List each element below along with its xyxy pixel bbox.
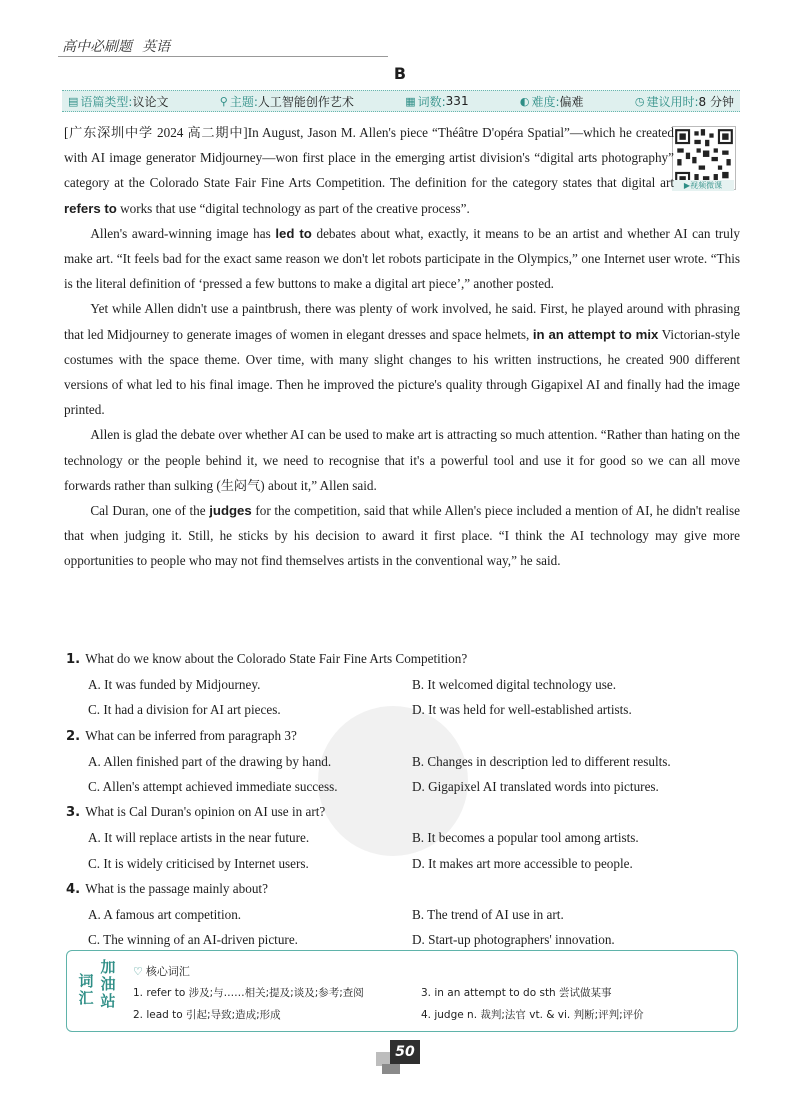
- option[interactable]: D. It makes art more accessible to people.: [412, 855, 633, 871]
- option[interactable]: A. It was funded by Midjourney.: [88, 677, 261, 693]
- question-4: [66, 876, 746, 902]
- option[interactable]: C. It had a division for AI art pieces.: [88, 702, 281, 718]
- option[interactable]: A. A famous art competition.: [88, 907, 242, 923]
- option[interactable]: D. It was held for well-established artists.: [412, 702, 632, 718]
- info-time: [635, 93, 734, 110]
- passage-info-bar: [62, 90, 740, 112]
- info-label: 难度:: [531, 94, 560, 109]
- info-label: 主题:: [229, 94, 258, 109]
- options-2: [88, 749, 746, 799]
- info-value: 偏难: [559, 94, 584, 109]
- option[interactable]: D. Start-up photographers' innovation.: [412, 932, 615, 948]
- page-number: 50: [390, 1040, 420, 1064]
- info-label: 词数:: [417, 94, 446, 109]
- key-phrase: judges: [209, 503, 252, 519]
- reading-passage: [64, 120, 740, 574]
- question-list: [66, 646, 746, 952]
- option[interactable]: B. The trend of AI use in art.: [412, 907, 564, 923]
- paragraph-2: Allen's award-winning image has led to debates about what, exactly, it means to be an artist and whether AI can truly make art. “It feels bad for the exact same reason we don't let robots participate in the Olympics,” one Internet user wrote. “This is the literal definition of ‘pressed a few buttons to make a digital art piece’,” another posted.: [64, 225, 740, 292]
- option[interactable]: D. Gigapixel AI translated words into pictures.: [412, 779, 659, 795]
- paragraph-3: Yet while Allen didn't use a paintbrush, there was plenty of work involved, he said. First, he played around with phrasing that led Midjourney to generate images of women in elegant dresses and space helmets, in an attempt to mix Victorian-style costumes with the space theme. Over time, with many slight changes to his written instructions, he created 900 different versions of what led to his final image. Then he improved the picture's quality through Gigapixel AI and finally had the image printed.: [64, 301, 740, 418]
- option[interactable]: A. Allen finished part of the drawing by hand.: [88, 753, 332, 769]
- clock-icon: ◷: [634, 94, 645, 108]
- question-stem: What do we know about the Colorado State Fair Fine Arts Competition?: [85, 651, 468, 666]
- vocab-title: ♡ 核心词汇: [133, 965, 190, 978]
- info-label: 建议用时:: [646, 94, 699, 109]
- option[interactable]: C. The winning of an AI-driven picture.: [88, 932, 298, 948]
- header-divider: [58, 56, 388, 57]
- question-number: 1.: [66, 652, 81, 667]
- question-stem: What is Cal Duran's opinion on AI use in art?: [85, 804, 326, 820]
- section-letter: B: [393, 64, 407, 83]
- vocab-badge-left: 词汇: [78, 972, 94, 1007]
- key-phrase: refers to: [64, 200, 117, 216]
- difficulty-icon: ◐: [519, 94, 530, 108]
- video-lesson-label[interactable]: ▶视频微课: [672, 180, 734, 191]
- running-header: [62, 36, 170, 56]
- question-stem: What can be inferred from paragraph 3?: [85, 727, 297, 743]
- vocab-item: 1. refer to 涉及;与……相关;提及;谈及;参考;查阅: [133, 987, 364, 999]
- decoration-square: [382, 1064, 400, 1074]
- info-topic: [220, 93, 354, 110]
- vocab-item: 4. judge n. 裁判;法官 vt. & vi. 判断;评判;评价: [421, 1009, 644, 1021]
- info-value: 人工智能创作艺术: [257, 94, 354, 109]
- option[interactable]: A. It will replace artists in the near future.: [88, 830, 310, 846]
- question-stem: What is the passage mainly about?: [85, 880, 268, 896]
- document-icon: ▤: [68, 94, 79, 108]
- paragraph-4: Allen is glad the debate over whether AI can be used to make art is attracting so much attention. “Rather than hating on the technology or the people behind it, we need to recognise that it's a powerful tool and use it for good so we can all move forwards rather than sulking (生闷气) about it,” Allen said.: [64, 427, 740, 493]
- info-value: 331: [445, 94, 469, 108]
- question-number: 2.: [66, 728, 81, 744]
- option[interactable]: B. It welcomed digital technology use.: [412, 677, 616, 693]
- key-phrase: in an attempt to mix: [532, 326, 659, 342]
- info-label: 语篇类型:: [80, 94, 133, 109]
- source-tag: [广东深圳中学 2024 高二期中]: [64, 125, 248, 140]
- option[interactable]: B. Changes in description led to different results.: [412, 753, 671, 769]
- paragraph-5: Cal Duran, one of the judges for the competition, said that while Allen's piece included a mention of AI, he didn't realise that when judging it. Still, he sticks by his decision to award it first place. “I think the AI technology may give more opportunities to people who may not find themselves artists in the conventional way,” he said.: [64, 503, 740, 569]
- vocab-item: 3. in an attempt to do sth 尝试做某事: [421, 987, 612, 999]
- search-icon: ⚲: [219, 94, 228, 108]
- info-difficulty: [520, 93, 584, 110]
- heart-icon: ♡: [133, 965, 143, 978]
- info-genre: [68, 93, 168, 110]
- vocabulary-box: [66, 950, 738, 1032]
- info-value: 议论文: [132, 94, 169, 109]
- info-value: 8 分钟: [698, 94, 734, 109]
- info-word-count: [405, 93, 468, 110]
- options-3: [88, 825, 746, 875]
- count-icon: ▦: [405, 94, 416, 108]
- subject-title: 英语: [142, 39, 170, 55]
- options-1: [88, 672, 746, 722]
- option[interactable]: B. It becomes a popular tool among artists.: [412, 830, 639, 846]
- question-3: [66, 799, 746, 825]
- option[interactable]: C. It is widely criticised by Internet users.: [88, 855, 309, 871]
- vocab-badge-right: 加油站: [100, 958, 116, 1010]
- question-number: 3.: [66, 805, 81, 821]
- key-phrase: led to: [275, 225, 312, 241]
- options-4: [88, 902, 746, 952]
- book-title: 高中必刷题: [62, 39, 132, 55]
- vocab-badge: [73, 959, 123, 1025]
- paragraph-1: [广东深圳中学 2024 高二期中]In August, Jason M. Allen's piece “Théâtre D'opéra Spatial”—which he created with AI image generator Midjourney—won first place in the emerging artist division's “digital arts photography” category at the Colorado State Fair Fine Arts Competition. The definition for the category states that digital art refers to works that use “digital technology as part of the creative process”.: [64, 125, 674, 216]
- page-number-block: [374, 1040, 426, 1080]
- question-2: [66, 723, 746, 749]
- question-1: [66, 646, 746, 672]
- question-number: 4.: [66, 881, 81, 897]
- option[interactable]: C. Allen's attempt achieved immediate success.: [88, 779, 338, 795]
- vocab-item: 2. lead to 引起;导致;造成;形成: [133, 1009, 281, 1021]
